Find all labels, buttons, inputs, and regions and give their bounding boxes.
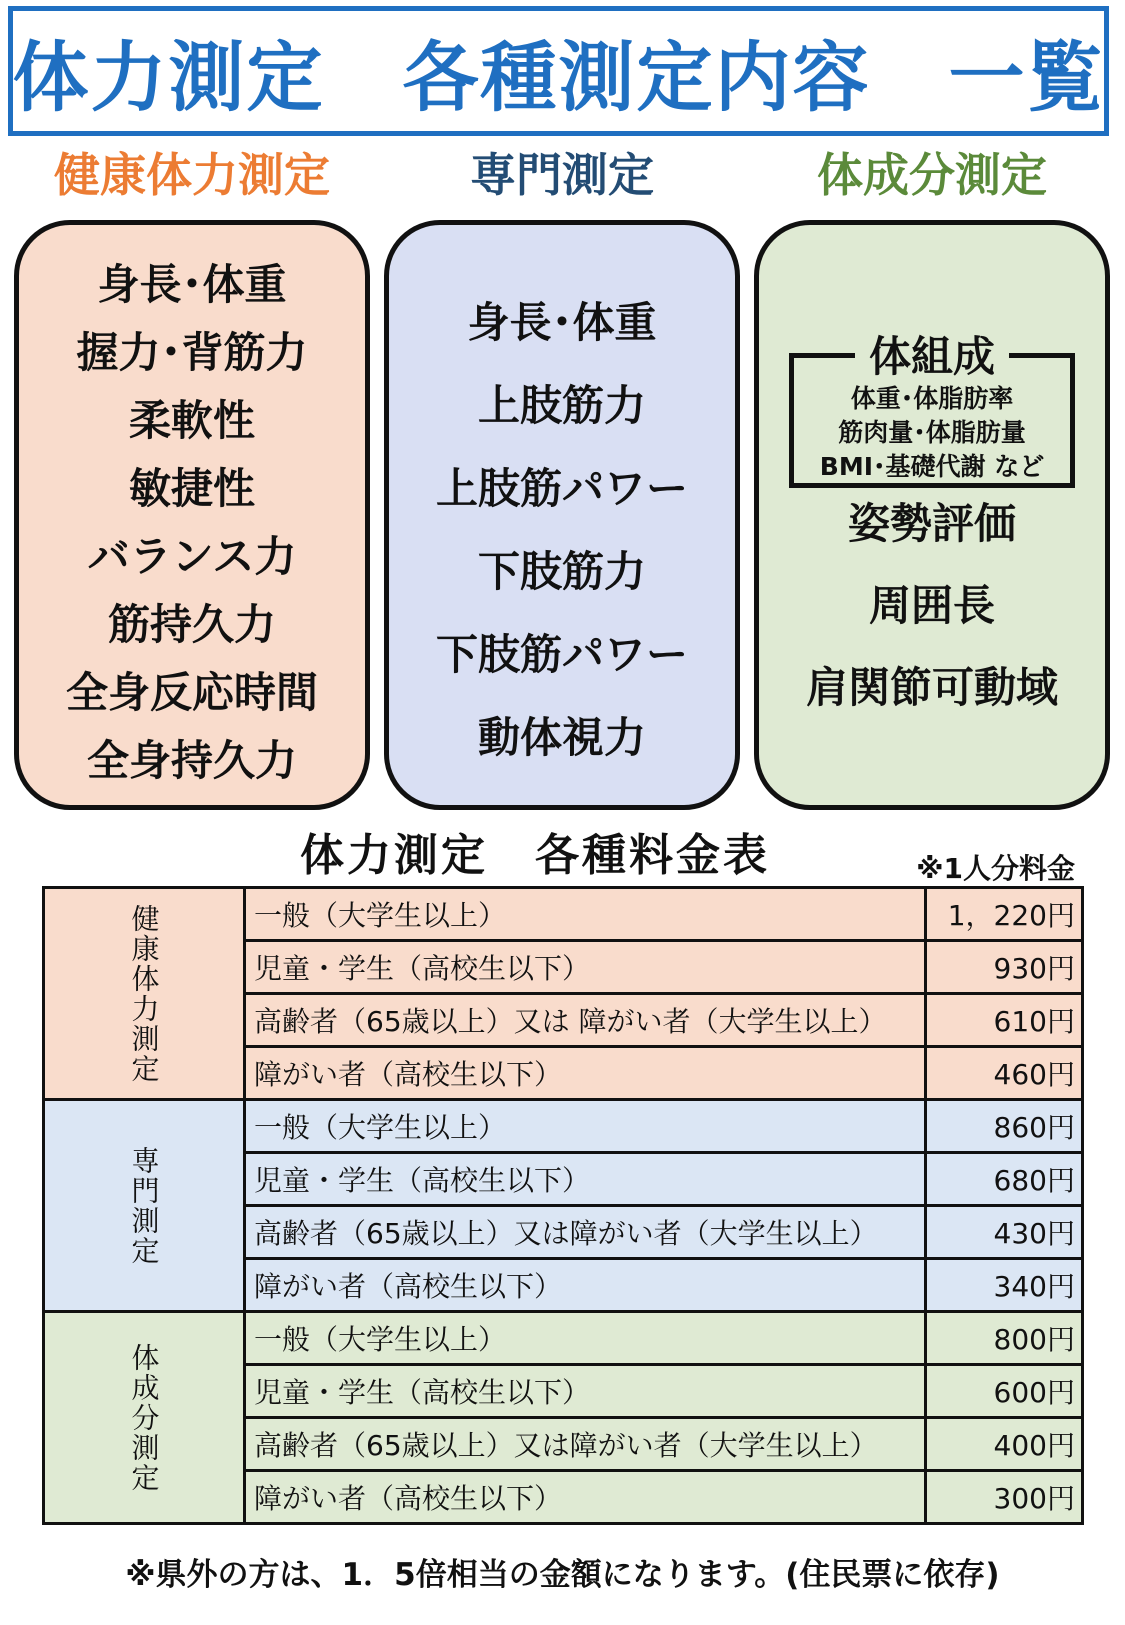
list-item: 下肢筋力 xyxy=(477,547,646,596)
composition-box xyxy=(789,332,1075,488)
fee-price: 800円 xyxy=(926,1312,1083,1365)
list-item: バランス力 xyxy=(87,532,297,581)
list-item: 筋持久力 xyxy=(107,600,276,649)
list-item: 身長･体重 xyxy=(97,260,287,309)
composition-line: BMI･基礎代謝 など xyxy=(819,452,1045,481)
special-measurement-panel xyxy=(384,220,740,810)
list-item: 動体視力 xyxy=(477,713,646,762)
list-item: 柔軟性 xyxy=(128,396,255,445)
fee-price: 610円 xyxy=(926,994,1083,1047)
composition-title: 体組成 xyxy=(855,324,1009,384)
fee-label: 一般（大学生以上） xyxy=(245,1100,926,1153)
fee-label: 一般（大学生以上） xyxy=(245,1312,926,1365)
fee-label: 児童・学生（高校生以下） xyxy=(245,1153,926,1206)
category-heading-health: 健康体力測定 xyxy=(54,148,330,202)
composition-details xyxy=(794,382,1070,484)
list-item: 肩関節可動域 xyxy=(805,663,1058,712)
fee-label: 高齢者（65歳以上）又は障がい者（大学生以上） xyxy=(245,1206,926,1259)
table-row xyxy=(44,888,1083,941)
fee-table-title: 体力測定 各種料金表 xyxy=(300,830,770,881)
list-item: 上肢筋力 xyxy=(477,381,646,430)
fee-label: 高齢者（65歳以上）又は障がい者（大学生以上） xyxy=(245,1418,926,1471)
list-item: 周囲長 xyxy=(868,581,995,630)
fee-price: 430円 xyxy=(926,1206,1083,1259)
fee-price: 300円 xyxy=(926,1471,1083,1524)
fee-label: 高齢者（65歳以上）又は 障がい者（大学生以上） xyxy=(245,994,926,1047)
fee-price: 860円 xyxy=(926,1100,1083,1153)
fee-label: 障がい者（高校生以下） xyxy=(245,1259,926,1312)
fee-label: 障がい者（高校生以下） xyxy=(245,1471,926,1524)
list-item: 握力･背筋力 xyxy=(76,328,308,377)
fee-price: 400円 xyxy=(926,1418,1083,1471)
body-composition-panel xyxy=(754,220,1110,810)
fee-price: 460円 xyxy=(926,1047,1083,1100)
list-item: 姿勢評価 xyxy=(847,499,1016,548)
fee-price: 600円 xyxy=(926,1365,1083,1418)
fee-note: ※1人分料金 xyxy=(916,852,1075,885)
category-heading-special: 専門測定 xyxy=(470,148,654,202)
composition-line: 筋肉量･体脂肪量 xyxy=(838,418,1026,447)
group-label: 健康体力測定 xyxy=(127,903,161,1084)
list-item: 敏捷性 xyxy=(128,464,255,513)
table-row xyxy=(44,1100,1083,1153)
group-label-cell xyxy=(44,1312,245,1524)
fee-price: 1，220円 xyxy=(926,888,1083,941)
special-measurement-list xyxy=(389,225,735,779)
list-item: 身長･体重 xyxy=(467,298,657,347)
list-item: 上肢筋パワー xyxy=(435,464,688,513)
group-label: 専門測定 xyxy=(127,1145,161,1266)
fee-table xyxy=(42,886,1084,1525)
category-heading-body-composition: 体成分測定 xyxy=(817,148,1047,202)
list-item: 下肢筋パワー xyxy=(435,630,688,679)
title-box xyxy=(8,6,1109,136)
fee-label: 児童・学生（高校生以下） xyxy=(245,1365,926,1418)
health-fitness-panel xyxy=(14,220,370,810)
fee-label: 一般（大学生以上） xyxy=(245,888,926,941)
health-fitness-list xyxy=(19,225,365,795)
group-label-cell xyxy=(44,888,245,1100)
list-item: 全身反応時間 xyxy=(65,668,318,717)
fee-label: 児童・学生（高校生以下） xyxy=(245,941,926,994)
composition-line: 体重･体脂肪率 xyxy=(850,384,1014,413)
list-item: 全身持久力 xyxy=(86,736,297,785)
group-label: 体成分測定 xyxy=(127,1342,161,1493)
fee-price: 930円 xyxy=(926,941,1083,994)
fee-price: 340円 xyxy=(926,1259,1083,1312)
page-title: 体力測定 各種測定内容 一覧 xyxy=(12,32,1105,122)
table-row xyxy=(44,1312,1083,1365)
group-label-cell xyxy=(44,1100,245,1312)
fee-label: 障がい者（高校生以下） xyxy=(245,1047,926,1100)
footer-note: ※県外の方は、1．5倍相当の金額になります。(住民票に依存) xyxy=(125,1557,1000,1593)
fee-price: 680円 xyxy=(926,1153,1083,1206)
body-composition-list xyxy=(759,483,1105,729)
